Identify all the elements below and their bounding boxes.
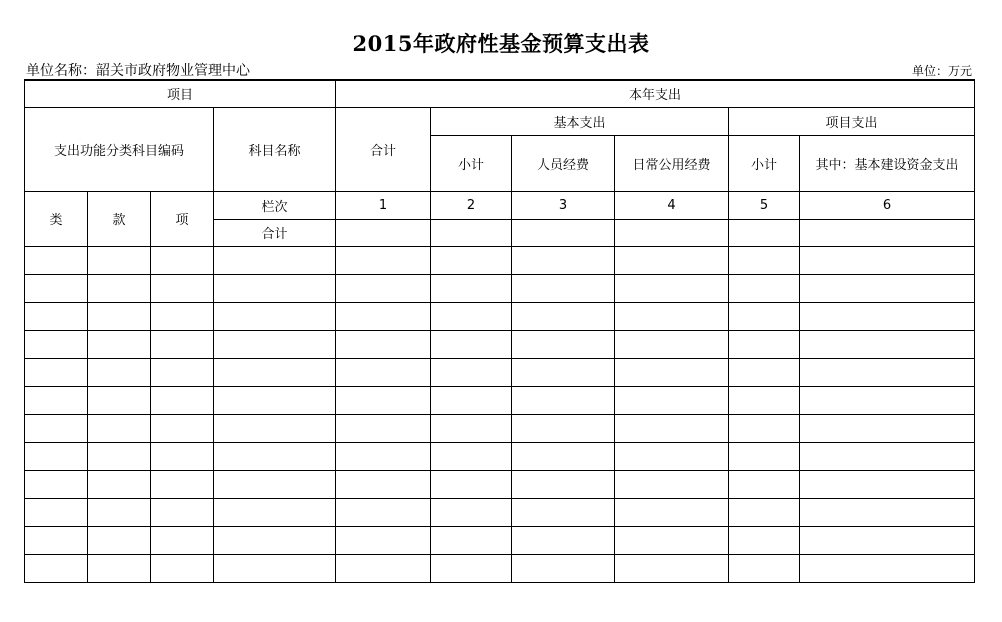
- sum-cell[interactable]: [336, 219, 431, 246]
- table-cell[interactable]: [151, 498, 214, 526]
- header-capital-construction: 其中：基本建设资金支出: [800, 135, 975, 191]
- table-cell[interactable]: [151, 470, 214, 498]
- header-total: 合计: [336, 107, 431, 191]
- table-row: [25, 442, 975, 470]
- table-cell[interactable]: [512, 498, 615, 526]
- table-cell[interactable]: [214, 274, 336, 302]
- table-cell[interactable]: [431, 498, 512, 526]
- table-cell[interactable]: [431, 246, 512, 274]
- table-cell[interactable]: [800, 526, 975, 554]
- table-cell[interactable]: [88, 386, 151, 414]
- unit-name-label: 单位名称：韶关市政府物业管理中心: [26, 63, 250, 79]
- table-cell[interactable]: [512, 330, 615, 358]
- table-cell[interactable]: [336, 330, 431, 358]
- table-cell[interactable]: [729, 554, 800, 582]
- table-cell[interactable]: [214, 442, 336, 470]
- table-cell[interactable]: [88, 470, 151, 498]
- table-cell[interactable]: [151, 554, 214, 582]
- table-cell[interactable]: [336, 274, 431, 302]
- table-cell[interactable]: [431, 386, 512, 414]
- column-number-2: 2: [431, 191, 512, 219]
- table-cell[interactable]: [512, 358, 615, 386]
- table-cell[interactable]: [151, 526, 214, 554]
- header-row-1: [25, 80, 975, 107]
- table-cell[interactable]: [151, 246, 214, 274]
- header-xiang: 项: [151, 191, 214, 246]
- table-cell[interactable]: [729, 526, 800, 554]
- table-cell[interactable]: [800, 358, 975, 386]
- table-cell[interactable]: [800, 330, 975, 358]
- table-cell[interactable]: [512, 470, 615, 498]
- table-cell[interactable]: [88, 442, 151, 470]
- sum-cell[interactable]: [615, 219, 729, 246]
- table-cell[interactable]: [25, 498, 88, 526]
- table-cell[interactable]: [729, 330, 800, 358]
- table-row: [25, 498, 975, 526]
- table-cell[interactable]: [800, 386, 975, 414]
- table-cell[interactable]: [88, 358, 151, 386]
- table-cell[interactable]: [431, 442, 512, 470]
- table-cell[interactable]: [151, 386, 214, 414]
- table-row: [25, 330, 975, 358]
- table-cell[interactable]: [88, 274, 151, 302]
- table-cell[interactable]: [729, 246, 800, 274]
- column-number-4: 4: [615, 191, 729, 219]
- table-cell[interactable]: [214, 358, 336, 386]
- table-cell[interactable]: [431, 554, 512, 582]
- column-number-6: 6: [800, 191, 975, 219]
- header-item: 项目: [25, 80, 336, 107]
- table-cell[interactable]: [336, 358, 431, 386]
- table-cell[interactable]: [615, 358, 729, 386]
- sum-cell[interactable]: [512, 219, 615, 246]
- table-cell[interactable]: [615, 442, 729, 470]
- column-order-row: [25, 191, 975, 219]
- sum-row-label: 合计: [214, 219, 336, 246]
- table-cell[interactable]: [214, 554, 336, 582]
- table-cell[interactable]: [25, 274, 88, 302]
- table-cell[interactable]: [25, 470, 88, 498]
- table-cell[interactable]: [214, 302, 336, 330]
- table-cell[interactable]: [88, 554, 151, 582]
- table-cell[interactable]: [512, 386, 615, 414]
- table-cell[interactable]: [431, 302, 512, 330]
- table-cell[interactable]: [615, 414, 729, 442]
- header-subject-name: 科目名称: [214, 107, 336, 191]
- table-cell[interactable]: [729, 386, 800, 414]
- table-cell[interactable]: [431, 330, 512, 358]
- table-cell[interactable]: [615, 554, 729, 582]
- table-cell[interactable]: [214, 386, 336, 414]
- table-cell[interactable]: [151, 414, 214, 442]
- header-project-spending: 项目支出: [729, 107, 975, 135]
- table-cell[interactable]: [336, 442, 431, 470]
- table-cell[interactable]: [214, 246, 336, 274]
- sum-cell[interactable]: [800, 219, 975, 246]
- table-row: [25, 246, 975, 274]
- table-cell[interactable]: [25, 414, 88, 442]
- table-cell[interactable]: [431, 414, 512, 442]
- table-cell[interactable]: [512, 274, 615, 302]
- table-cell[interactable]: [512, 302, 615, 330]
- table-cell[interactable]: [512, 246, 615, 274]
- table-cell[interactable]: [729, 274, 800, 302]
- table-row: [25, 526, 975, 554]
- header-kuan: 款: [88, 191, 151, 246]
- currency-unit-label: 单位：万元: [911, 64, 972, 78]
- table-cell[interactable]: [800, 554, 975, 582]
- table-cell[interactable]: [512, 414, 615, 442]
- header-func-code: 支出功能分类科目编码: [25, 107, 214, 191]
- column-number-3: 3: [512, 191, 615, 219]
- table-cell[interactable]: [615, 526, 729, 554]
- table-cell[interactable]: [25, 526, 88, 554]
- table-row: [25, 358, 975, 386]
- table-cell[interactable]: [800, 442, 975, 470]
- table-cell[interactable]: [336, 526, 431, 554]
- table-cell[interactable]: [88, 330, 151, 358]
- table-cell[interactable]: [214, 470, 336, 498]
- table-cell[interactable]: [214, 526, 336, 554]
- table-cell[interactable]: [336, 414, 431, 442]
- table-row: [25, 302, 975, 330]
- data-rows: [25, 246, 975, 582]
- sum-cell[interactable]: [431, 219, 512, 246]
- table-cell[interactable]: [88, 302, 151, 330]
- header-personnel: 人员经费: [512, 135, 615, 191]
- table-cell[interactable]: [800, 302, 975, 330]
- table-cell[interactable]: [729, 302, 800, 330]
- table-cell[interactable]: [431, 358, 512, 386]
- table-cell[interactable]: [615, 498, 729, 526]
- table-cell[interactable]: [729, 358, 800, 386]
- table-cell[interactable]: [151, 302, 214, 330]
- table-cell[interactable]: [800, 274, 975, 302]
- table-cell[interactable]: [431, 274, 512, 302]
- table-cell[interactable]: [88, 246, 151, 274]
- table-cell[interactable]: [25, 554, 88, 582]
- table-cell[interactable]: [151, 442, 214, 470]
- table-cell[interactable]: [800, 498, 975, 526]
- table-cell[interactable]: [151, 274, 214, 302]
- table-cell[interactable]: [336, 386, 431, 414]
- header-public-funds: 日常公用经费: [615, 135, 729, 191]
- table-cell[interactable]: [336, 470, 431, 498]
- table-cell[interactable]: [214, 414, 336, 442]
- table-cell[interactable]: [615, 302, 729, 330]
- table-cell[interactable]: [336, 498, 431, 526]
- table-cell[interactable]: [431, 526, 512, 554]
- table-cell[interactable]: [336, 302, 431, 330]
- table-cell[interactable]: [214, 498, 336, 526]
- table-cell[interactable]: [800, 470, 975, 498]
- table-cell[interactable]: [615, 330, 729, 358]
- table-cell[interactable]: [800, 414, 975, 442]
- header-basic-subtotal: 小计: [431, 135, 512, 191]
- table-cell[interactable]: [512, 442, 615, 470]
- table-row: [25, 414, 975, 442]
- table-cell[interactable]: [214, 330, 336, 358]
- table-cell[interactable]: [25, 386, 88, 414]
- table-cell[interactable]: [512, 526, 615, 554]
- table-row: [25, 554, 975, 582]
- column-number-1: 1: [336, 191, 431, 219]
- table-cell[interactable]: [729, 498, 800, 526]
- table-cell[interactable]: [615, 246, 729, 274]
- header-lei: 类: [25, 191, 88, 246]
- table-cell[interactable]: [336, 246, 431, 274]
- table-cell[interactable]: [615, 386, 729, 414]
- table-cell[interactable]: [25, 246, 88, 274]
- table-cell[interactable]: [729, 442, 800, 470]
- budget-table: [24, 79, 975, 583]
- header-current-year-spending: 本年支出: [336, 80, 975, 107]
- table-cell[interactable]: [25, 358, 88, 386]
- table-cell[interactable]: [88, 498, 151, 526]
- table-cell[interactable]: [25, 442, 88, 470]
- table-cell[interactable]: [88, 414, 151, 442]
- header-basic-spending: 基本支出: [431, 107, 729, 135]
- column-number-5: 5: [729, 191, 800, 219]
- table-cell[interactable]: [512, 554, 615, 582]
- table-cell[interactable]: [615, 274, 729, 302]
- header-row-2: [25, 107, 975, 135]
- column-order-label: 栏次: [214, 191, 336, 219]
- table-cell[interactable]: [151, 358, 214, 386]
- table-cell[interactable]: [729, 414, 800, 442]
- sum-cell[interactable]: [729, 219, 800, 246]
- table-cell[interactable]: [729, 470, 800, 498]
- table-cell[interactable]: [800, 246, 975, 274]
- table-cell[interactable]: [615, 470, 729, 498]
- table-row: [25, 274, 975, 302]
- table-cell[interactable]: [336, 554, 431, 582]
- table-cell[interactable]: [88, 526, 151, 554]
- header-project-subtotal: 小计: [729, 135, 800, 191]
- table-row: [25, 470, 975, 498]
- page-title: 2015年政府性基金预算支出表: [352, 31, 650, 56]
- table-row: [25, 386, 975, 414]
- table-cell[interactable]: [151, 330, 214, 358]
- table-cell[interactable]: [25, 302, 88, 330]
- table-cell[interactable]: [431, 470, 512, 498]
- table-cell[interactable]: [25, 330, 88, 358]
